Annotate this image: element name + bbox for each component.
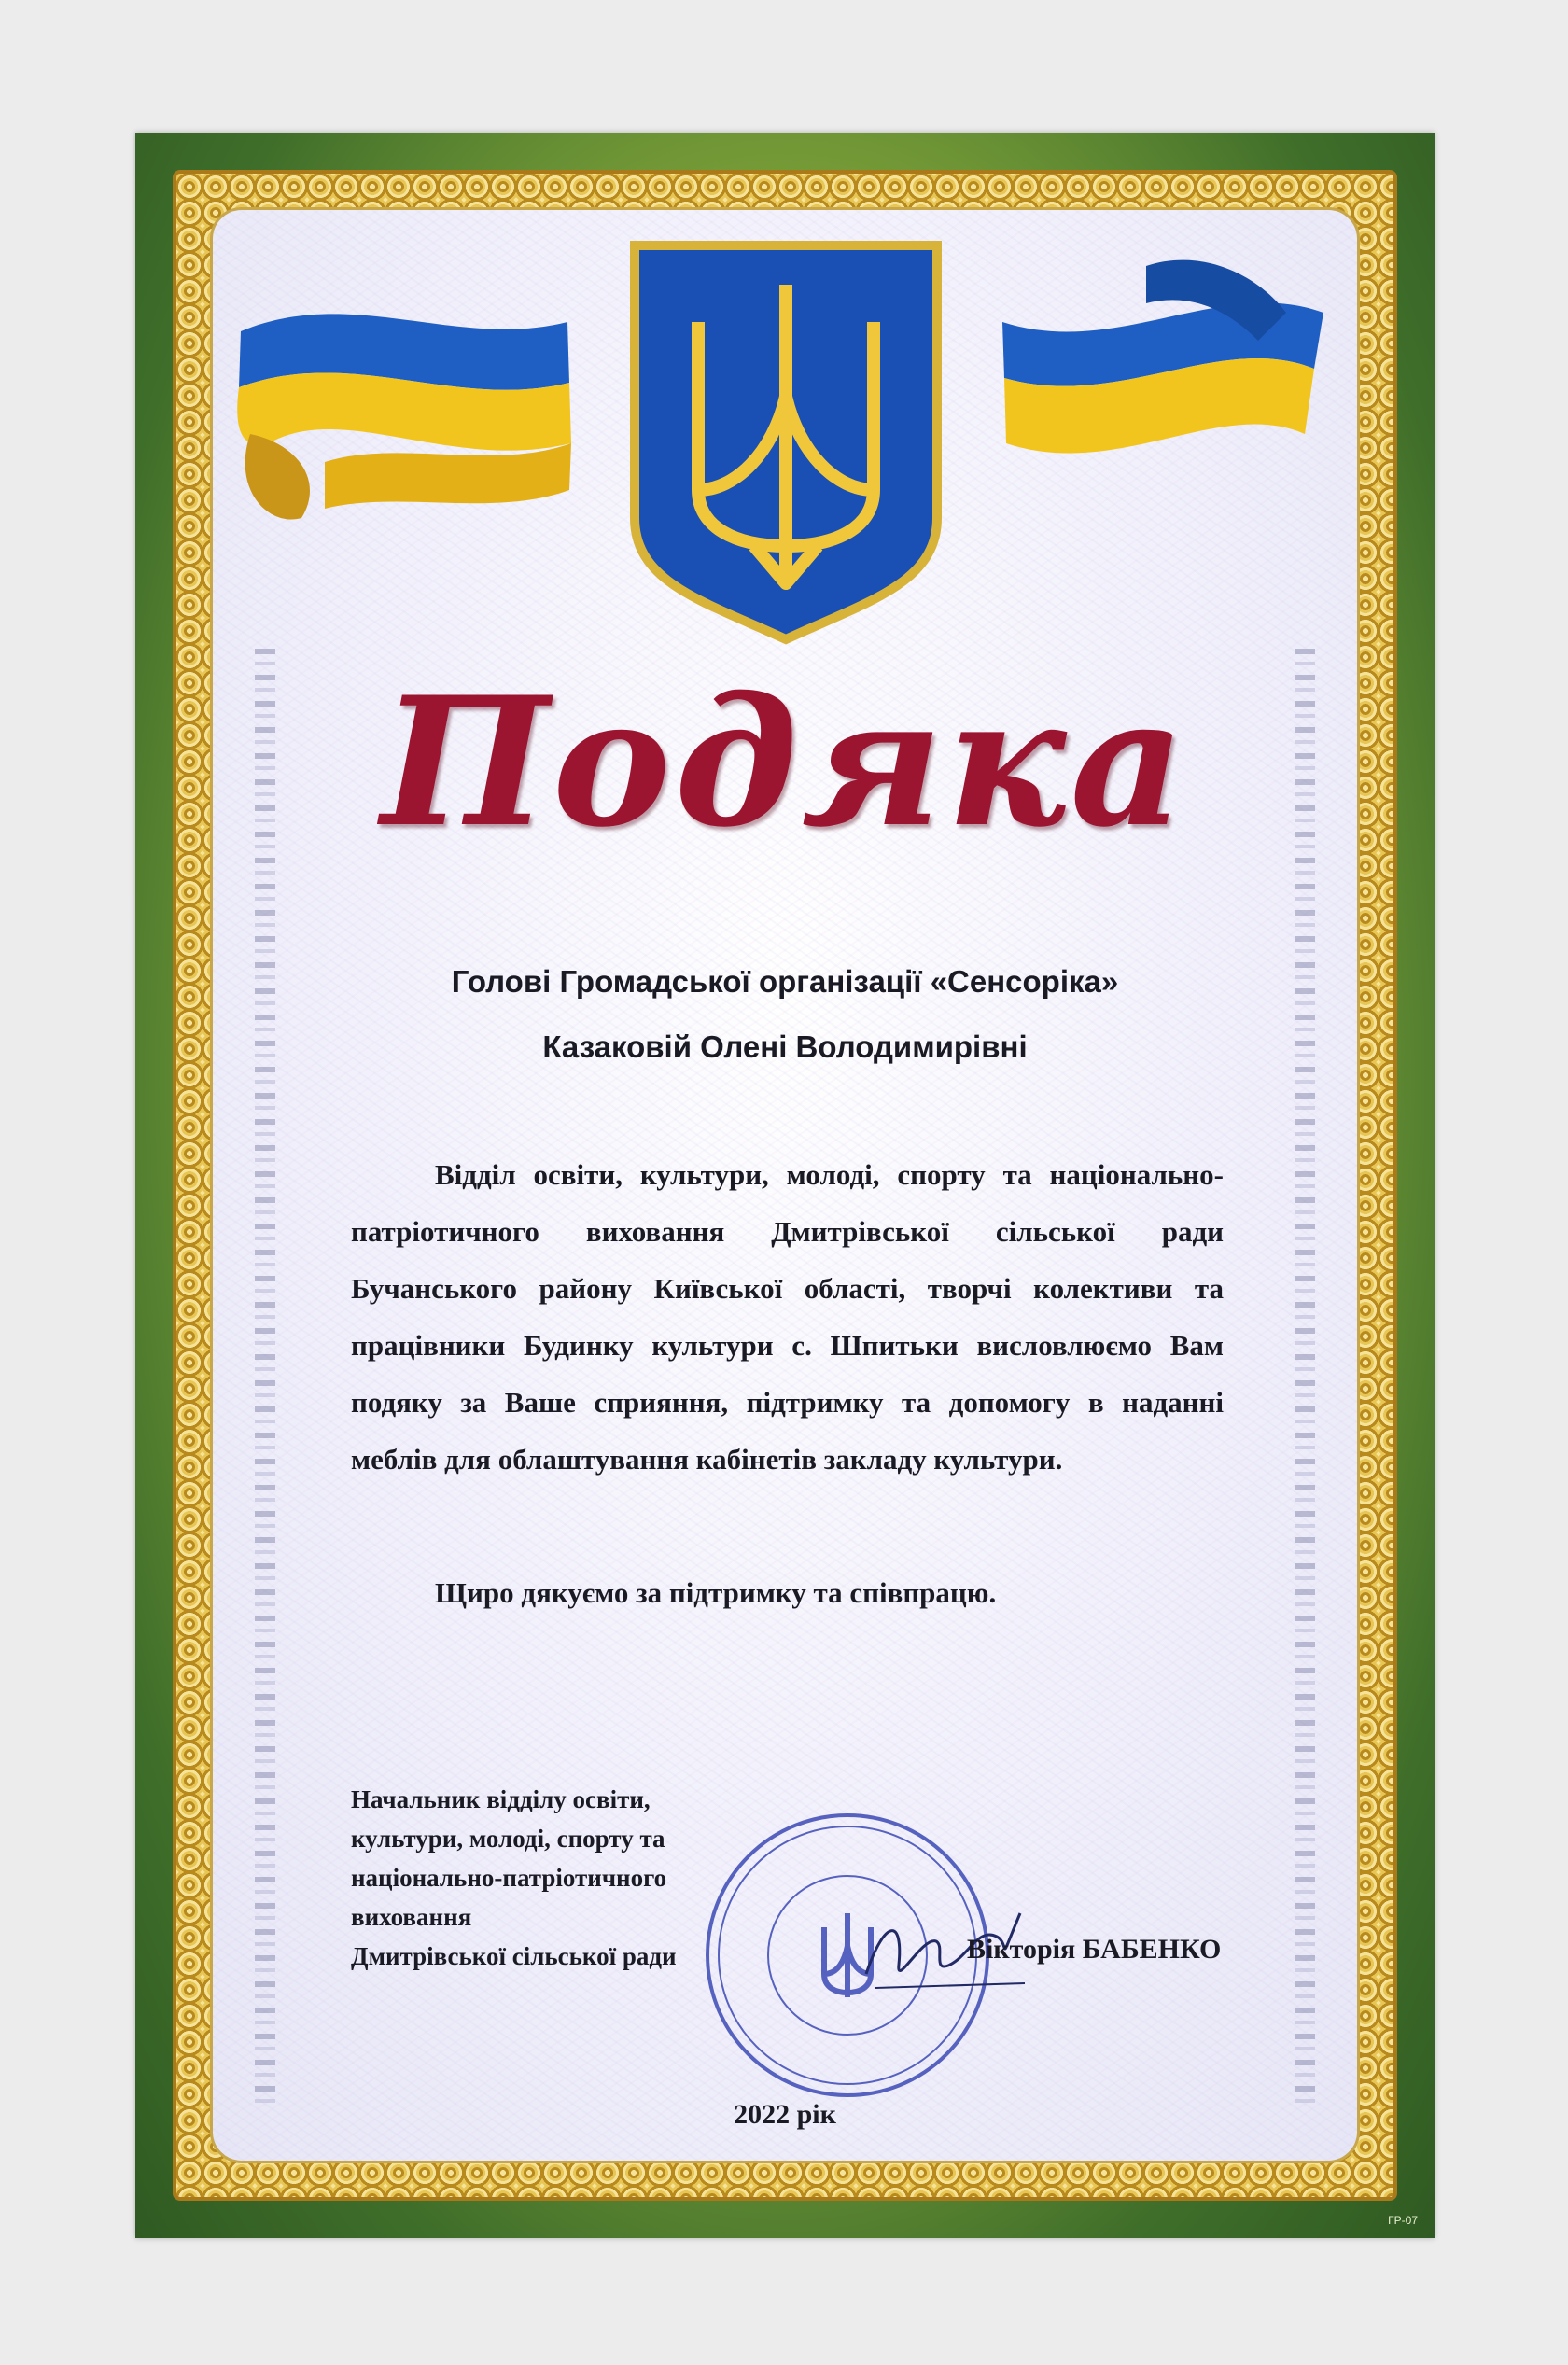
recipient-name: Казаковій Олені Володимирівні xyxy=(542,1029,1028,1064)
form-code: ГР-07 xyxy=(1388,2214,1418,2227)
certificate-inner-panel xyxy=(210,207,1360,2163)
signatory-title-line: виховання xyxy=(351,1903,472,1931)
certificate-body: Відділ освіти, культури, молоді, спорту та національно-патріотичного виховання Дмитрівської сільської ради Бучанського району Київської області, творчі колективи та працівники Будинку культури с. Шпитьки висловлюємо Вам подяку за Ваше сприяння, підтримку та допомогу в наданні меблів для облаштування кабінетів закладу культури. xyxy=(351,1158,1224,1476)
signatory-title xyxy=(351,1780,677,1976)
certificate-title: Подяка xyxy=(381,658,1189,866)
ukrainian-flag-ribbon xyxy=(213,210,1357,677)
recipient-organization: Голові Громадської організації «Сенсоріка» xyxy=(451,964,1119,999)
left-ornament-strip xyxy=(255,649,275,2105)
ribbon-left-curl xyxy=(245,434,310,520)
signatory-title-line: культури, молоді, спорту та xyxy=(351,1825,665,1853)
signatory-name: Вікторія БАБЕНКО xyxy=(967,1934,1222,1965)
signatory-title-line: національно-патріотичного xyxy=(351,1864,667,1892)
certificate-sheet xyxy=(135,133,1435,2238)
signatory-title-line: Начальник відділу освіти, xyxy=(351,1785,651,1813)
right-ornament-strip xyxy=(1295,649,1315,2105)
ribbon-left-tail xyxy=(325,443,571,509)
certificate-year: 2022 рік xyxy=(734,2099,836,2130)
closing-line: Щиро дякуємо за підтримку та співпрацю. xyxy=(435,1576,997,1609)
signatory-title-line: Дмитрівської сільської ради xyxy=(351,1942,677,1970)
